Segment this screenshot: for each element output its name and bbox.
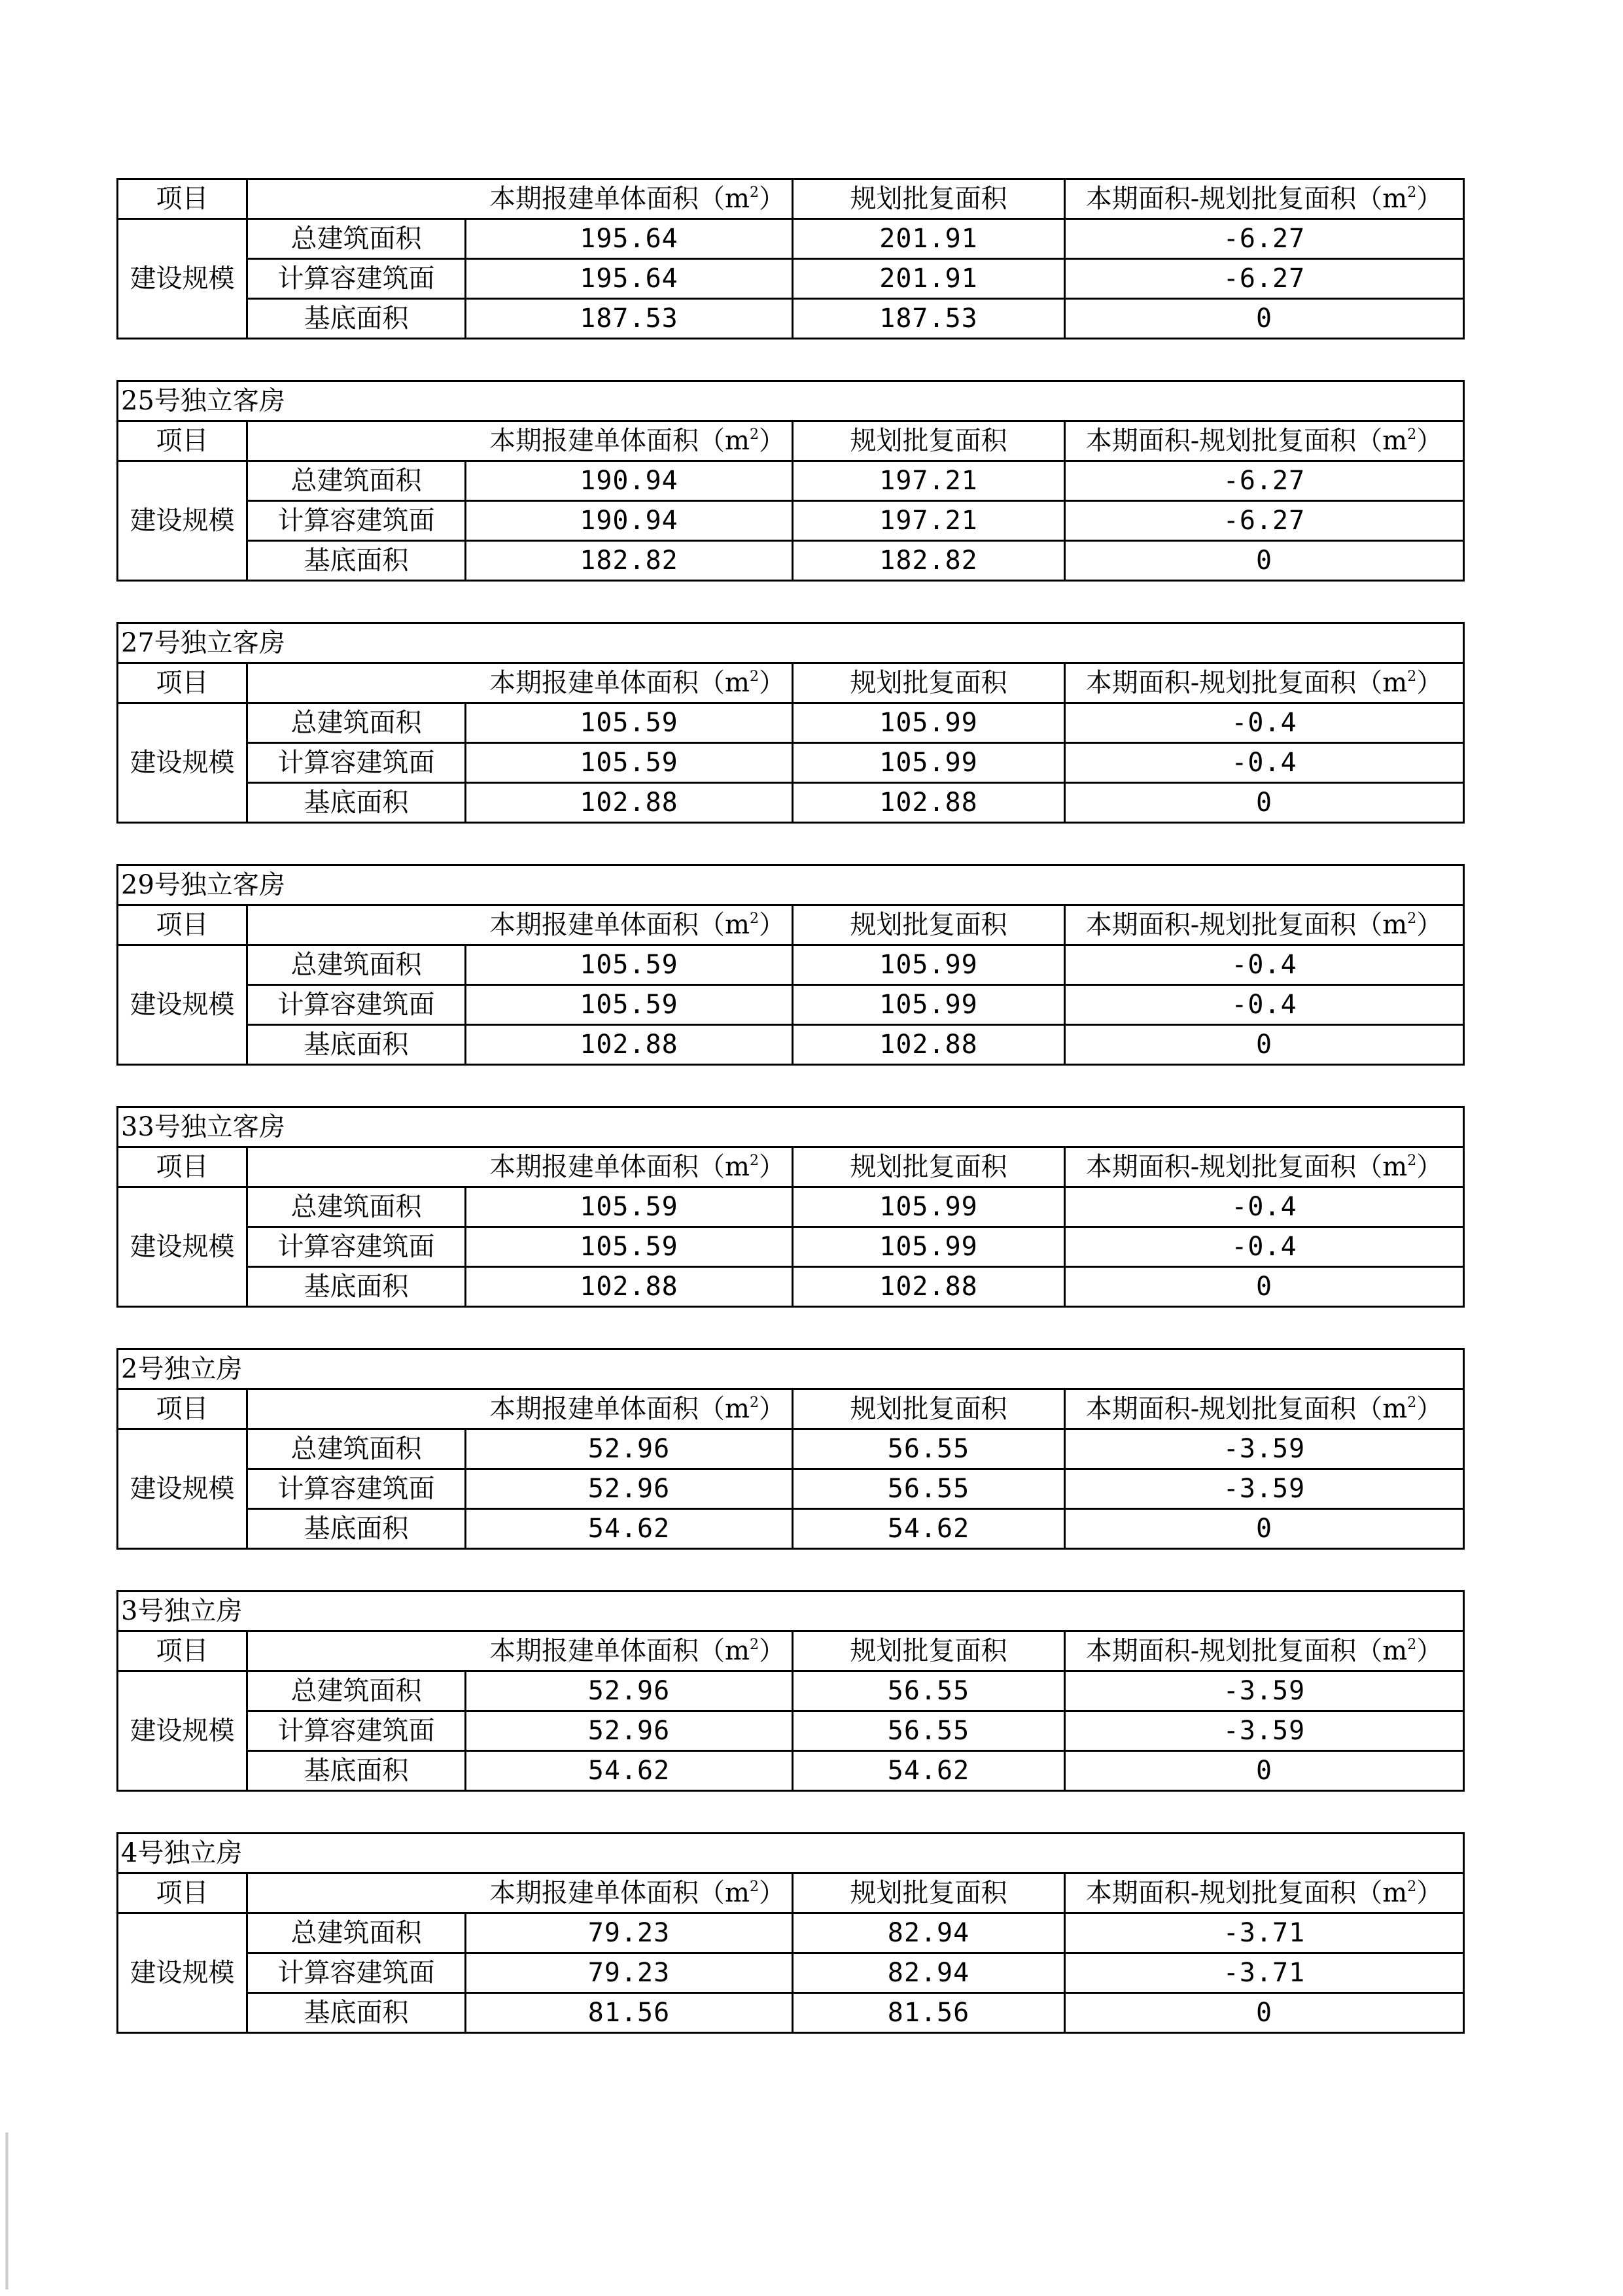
diff-area-value: -0.4 bbox=[1065, 743, 1464, 783]
table-row bbox=[118, 1913, 1464, 1953]
row-label: 总建筑面积 bbox=[247, 1671, 466, 1711]
table-row bbox=[118, 501, 1464, 541]
table-header-row bbox=[118, 663, 1464, 703]
report-area-value: 105.59 bbox=[466, 743, 793, 783]
report-area-value: 81.56 bbox=[466, 1993, 793, 2033]
header-approved-area: 规划批复面积 bbox=[793, 179, 1065, 219]
group-label: 建设规模 bbox=[118, 703, 247, 823]
header-spacer bbox=[247, 179, 466, 219]
diff-area-value: 0 bbox=[1065, 1267, 1464, 1307]
area-table bbox=[116, 864, 1465, 1066]
area-table bbox=[116, 1348, 1465, 1550]
area-table bbox=[116, 178, 1465, 339]
row-label: 计算容建筑面 bbox=[247, 259, 466, 299]
approved-area-value: 56.55 bbox=[793, 1429, 1065, 1469]
report-area-value: 79.23 bbox=[466, 1953, 793, 1993]
table-gap bbox=[116, 1792, 1464, 1832]
row-label: 总建筑面积 bbox=[247, 703, 466, 743]
report-area-value: 190.94 bbox=[466, 501, 793, 541]
row-label: 计算容建筑面 bbox=[247, 743, 466, 783]
scan-edge-shadow bbox=[5, 2132, 9, 2289]
diff-area-value: -3.71 bbox=[1065, 1953, 1464, 1993]
approved-area-value: 54.62 bbox=[793, 1509, 1065, 1549]
table-title-row bbox=[118, 865, 1464, 905]
header-item: 项目 bbox=[118, 1631, 247, 1671]
table-gap bbox=[116, 1066, 1464, 1106]
table-title-row bbox=[118, 1834, 1464, 1873]
diff-area-value: 0 bbox=[1065, 541, 1464, 581]
header-diff-area: 本期面积-规划批复面积$(m^2)$ bbox=[1065, 1389, 1464, 1429]
table-title: 4号独立房 bbox=[118, 1834, 1464, 1873]
table-title: 25号独立客房 bbox=[118, 381, 1464, 421]
row-label: 基底面积 bbox=[247, 1267, 466, 1307]
row-label: 基底面积 bbox=[247, 541, 466, 581]
row-label: 总建筑面积 bbox=[247, 1913, 466, 1953]
header-diff-area: 本期面积-规划批复面积$(m^2)$ bbox=[1065, 421, 1464, 461]
header-approved-area: 规划批复面积 bbox=[793, 663, 1065, 703]
header-approved-area: 规划批复面积 bbox=[793, 1147, 1065, 1187]
row-label: 计算容建筑面 bbox=[247, 1469, 466, 1509]
table-header-row bbox=[118, 905, 1464, 945]
header-item: 项目 bbox=[118, 421, 247, 461]
approved-area-value: 56.55 bbox=[793, 1671, 1065, 1711]
row-label: 基底面积 bbox=[247, 1509, 466, 1549]
header-diff-area: 本期面积-规划批复面积$(m^2)$ bbox=[1065, 663, 1464, 703]
row-label: 总建筑面积 bbox=[247, 219, 466, 259]
approved-area-value: 197.21 bbox=[793, 461, 1065, 501]
report-area-value: 54.62 bbox=[466, 1509, 793, 1549]
report-area-value: 195.64 bbox=[466, 219, 793, 259]
table-header-row bbox=[118, 1631, 1464, 1671]
approved-area-value: 82.94 bbox=[793, 1913, 1065, 1953]
header-report-area: 本期报建单体面积$(m^2)$ bbox=[466, 905, 793, 945]
report-area-value: 102.88 bbox=[466, 783, 793, 823]
diff-area-value: -0.4 bbox=[1065, 1187, 1464, 1227]
report-area-value: 52.96 bbox=[466, 1711, 793, 1751]
table-row bbox=[118, 1509, 1464, 1549]
table-title: 27号独立客房 bbox=[118, 623, 1464, 663]
table-row bbox=[118, 1751, 1464, 1791]
area-table bbox=[116, 1590, 1465, 1792]
area-table bbox=[116, 380, 1465, 582]
diff-area-value: -0.4 bbox=[1065, 945, 1464, 985]
header-report-area: 本期报建单体面积$(m^2)$ bbox=[466, 663, 793, 703]
header-diff-area: 本期面积-规划批复面积$(m^2)$ bbox=[1065, 1631, 1464, 1671]
report-area-value: 79.23 bbox=[466, 1913, 793, 1953]
row-label: 基底面积 bbox=[247, 1993, 466, 2033]
report-area-value: 102.88 bbox=[466, 1025, 793, 1065]
header-diff-area: 本期面积-规划批复面积$(m^2)$ bbox=[1065, 179, 1464, 219]
table-title: 33号独立客房 bbox=[118, 1107, 1464, 1147]
table-gap bbox=[116, 339, 1464, 380]
table-row bbox=[118, 1953, 1464, 1993]
group-label: 建设规模 bbox=[118, 1187, 247, 1307]
approved-area-value: 56.55 bbox=[793, 1469, 1065, 1509]
area-table bbox=[116, 1832, 1465, 2034]
header-report-area: 本期报建单体面积$(m^2)$ bbox=[466, 179, 793, 219]
group-label: 建设规模 bbox=[118, 1429, 247, 1549]
row-label: 基底面积 bbox=[247, 1751, 466, 1791]
diff-area-value: -3.59 bbox=[1065, 1671, 1464, 1711]
row-label: 计算容建筑面 bbox=[247, 1953, 466, 1993]
diff-area-value: -3.71 bbox=[1065, 1913, 1464, 1953]
row-label: 计算容建筑面 bbox=[247, 501, 466, 541]
header-report-area: 本期报建单体面积$(m^2)$ bbox=[466, 1631, 793, 1671]
table-title: 2号独立房 bbox=[118, 1349, 1464, 1389]
table-row bbox=[118, 1267, 1464, 1307]
diff-area-value: 0 bbox=[1065, 299, 1464, 339]
area-tables-sheet bbox=[116, 178, 1464, 2034]
table-row bbox=[118, 1671, 1464, 1711]
table-row bbox=[118, 1025, 1464, 1065]
report-area-value: 195.64 bbox=[466, 259, 793, 299]
table-row bbox=[118, 985, 1464, 1025]
table-row bbox=[118, 259, 1464, 299]
diff-area-value: -3.59 bbox=[1065, 1429, 1464, 1469]
report-area-value: 52.96 bbox=[466, 1429, 793, 1469]
diff-area-value: -3.59 bbox=[1065, 1469, 1464, 1509]
group-label: 建设规模 bbox=[118, 1913, 247, 2033]
report-area-value: 105.59 bbox=[466, 945, 793, 985]
table-row bbox=[118, 1469, 1464, 1509]
table-title-row bbox=[118, 623, 1464, 663]
table-row bbox=[118, 299, 1464, 339]
approved-area-value: 105.99 bbox=[793, 1187, 1065, 1227]
diff-area-value: -6.27 bbox=[1065, 501, 1464, 541]
diff-area-value: 0 bbox=[1065, 1509, 1464, 1549]
row-label: 基底面积 bbox=[247, 299, 466, 339]
approved-area-value: 102.88 bbox=[793, 783, 1065, 823]
header-diff-area: 本期面积-规划批复面积$(m^2)$ bbox=[1065, 1147, 1464, 1187]
area-table bbox=[116, 622, 1465, 824]
approved-area-value: 102.88 bbox=[793, 1267, 1065, 1307]
row-label: 总建筑面积 bbox=[247, 1429, 466, 1469]
table-title-row bbox=[118, 381, 1464, 421]
row-label: 总建筑面积 bbox=[247, 1187, 466, 1227]
header-spacer bbox=[247, 421, 466, 461]
table-row bbox=[118, 703, 1464, 743]
table-row bbox=[118, 743, 1464, 783]
report-area-value: 54.62 bbox=[466, 1751, 793, 1791]
report-area-value: 52.96 bbox=[466, 1469, 793, 1509]
table-title: 29号独立客房 bbox=[118, 865, 1464, 905]
table-row bbox=[118, 945, 1464, 985]
table-gap bbox=[116, 582, 1464, 622]
table-header-row bbox=[118, 421, 1464, 461]
table-row bbox=[118, 1993, 1464, 2033]
approved-area-value: 81.56 bbox=[793, 1993, 1065, 2033]
diff-area-value: -0.4 bbox=[1065, 985, 1464, 1025]
header-item: 项目 bbox=[118, 1389, 247, 1429]
report-area-value: 105.59 bbox=[466, 985, 793, 1025]
table-title-row bbox=[118, 1107, 1464, 1147]
table-row bbox=[118, 1711, 1464, 1751]
diff-area-value: 0 bbox=[1065, 783, 1464, 823]
header-diff-area: 本期面积-规划批复面积$(m^2)$ bbox=[1065, 905, 1464, 945]
table-row bbox=[118, 783, 1464, 823]
header-diff-area: 本期面积-规划批复面积$(m^2)$ bbox=[1065, 1873, 1464, 1913]
report-area-value: 52.96 bbox=[466, 1671, 793, 1711]
header-spacer bbox=[247, 1147, 466, 1187]
table-gap bbox=[116, 1308, 1464, 1348]
header-approved-area: 规划批复面积 bbox=[793, 421, 1065, 461]
table-title: 3号独立房 bbox=[118, 1592, 1464, 1631]
diff-area-value: -6.27 bbox=[1065, 219, 1464, 259]
group-label: 建设规模 bbox=[118, 219, 247, 339]
approved-area-value: 105.99 bbox=[793, 945, 1065, 985]
diff-area-value: 0 bbox=[1065, 1751, 1464, 1791]
approved-area-value: 105.99 bbox=[793, 1227, 1065, 1267]
approved-area-value: 82.94 bbox=[793, 1953, 1065, 1993]
table-row bbox=[118, 219, 1464, 259]
table-row bbox=[118, 461, 1464, 501]
header-item: 项目 bbox=[118, 1147, 247, 1187]
report-area-value: 102.88 bbox=[466, 1267, 793, 1307]
table-header-row bbox=[118, 1389, 1464, 1429]
header-approved-area: 规划批复面积 bbox=[793, 905, 1065, 945]
approved-area-value: 105.99 bbox=[793, 743, 1065, 783]
table-row bbox=[118, 541, 1464, 581]
row-label: 总建筑面积 bbox=[247, 461, 466, 501]
table-row bbox=[118, 1429, 1464, 1469]
header-item: 项目 bbox=[118, 1873, 247, 1913]
row-label: 基底面积 bbox=[247, 1025, 466, 1065]
approved-area-value: 102.88 bbox=[793, 1025, 1065, 1065]
report-area-value: 190.94 bbox=[466, 461, 793, 501]
report-area-value: 105.59 bbox=[466, 1227, 793, 1267]
approved-area-value: 197.21 bbox=[793, 501, 1065, 541]
area-table bbox=[116, 1106, 1465, 1308]
approved-area-value: 105.99 bbox=[793, 703, 1065, 743]
approved-area-value: 54.62 bbox=[793, 1751, 1065, 1791]
approved-area-value: 201.91 bbox=[793, 219, 1065, 259]
row-label: 计算容建筑面 bbox=[247, 1711, 466, 1751]
report-area-value: 182.82 bbox=[466, 541, 793, 581]
table-row bbox=[118, 1187, 1464, 1227]
header-spacer bbox=[247, 905, 466, 945]
header-approved-area: 规划批复面积 bbox=[793, 1873, 1065, 1913]
diff-area-value: -6.27 bbox=[1065, 461, 1464, 501]
approved-area-value: 187.53 bbox=[793, 299, 1065, 339]
approved-area-value: 56.55 bbox=[793, 1711, 1065, 1751]
group-label: 建设规模 bbox=[118, 1671, 247, 1791]
approved-area-value: 105.99 bbox=[793, 985, 1065, 1025]
header-item: 项目 bbox=[118, 663, 247, 703]
report-area-value: 105.59 bbox=[466, 703, 793, 743]
report-area-value: 105.59 bbox=[466, 1187, 793, 1227]
table-header-row bbox=[118, 1873, 1464, 1913]
approved-area-value: 201.91 bbox=[793, 259, 1065, 299]
diff-area-value: 0 bbox=[1065, 1025, 1464, 1065]
row-label: 基底面积 bbox=[247, 783, 466, 823]
table-title-row bbox=[118, 1592, 1464, 1631]
report-area-value: 187.53 bbox=[466, 299, 793, 339]
diff-area-value: -0.4 bbox=[1065, 1227, 1464, 1267]
row-label: 计算容建筑面 bbox=[247, 985, 466, 1025]
header-report-area: 本期报建单体面积$(m^2)$ bbox=[466, 1873, 793, 1913]
header-spacer bbox=[247, 1873, 466, 1913]
group-label: 建设规模 bbox=[118, 945, 247, 1065]
table-gap bbox=[116, 1550, 1464, 1590]
table-row bbox=[118, 1227, 1464, 1267]
header-item: 项目 bbox=[118, 179, 247, 219]
header-spacer bbox=[247, 1631, 466, 1671]
header-report-area: 本期报建单体面积$(m^2)$ bbox=[466, 1147, 793, 1187]
header-item: 项目 bbox=[118, 905, 247, 945]
header-approved-area: 规划批复面积 bbox=[793, 1631, 1065, 1671]
diff-area-value: -6.27 bbox=[1065, 259, 1464, 299]
header-report-area: 本期报建单体面积$(m^2)$ bbox=[466, 421, 793, 461]
diff-area-value: -0.4 bbox=[1065, 703, 1464, 743]
row-label: 总建筑面积 bbox=[247, 945, 466, 985]
table-header-row bbox=[118, 1147, 1464, 1187]
header-approved-area: 规划批复面积 bbox=[793, 1389, 1065, 1429]
header-spacer bbox=[247, 663, 466, 703]
header-report-area: 本期报建单体面积$(m^2)$ bbox=[466, 1389, 793, 1429]
diff-area-value: 0 bbox=[1065, 1993, 1464, 2033]
table-header-row bbox=[118, 179, 1464, 219]
header-spacer bbox=[247, 1389, 466, 1429]
group-label: 建设规模 bbox=[118, 461, 247, 581]
table-gap bbox=[116, 824, 1464, 864]
diff-area-value: -3.59 bbox=[1065, 1711, 1464, 1751]
row-label: 计算容建筑面 bbox=[247, 1227, 466, 1267]
table-title-row bbox=[118, 1349, 1464, 1389]
approved-area-value: 182.82 bbox=[793, 541, 1065, 581]
